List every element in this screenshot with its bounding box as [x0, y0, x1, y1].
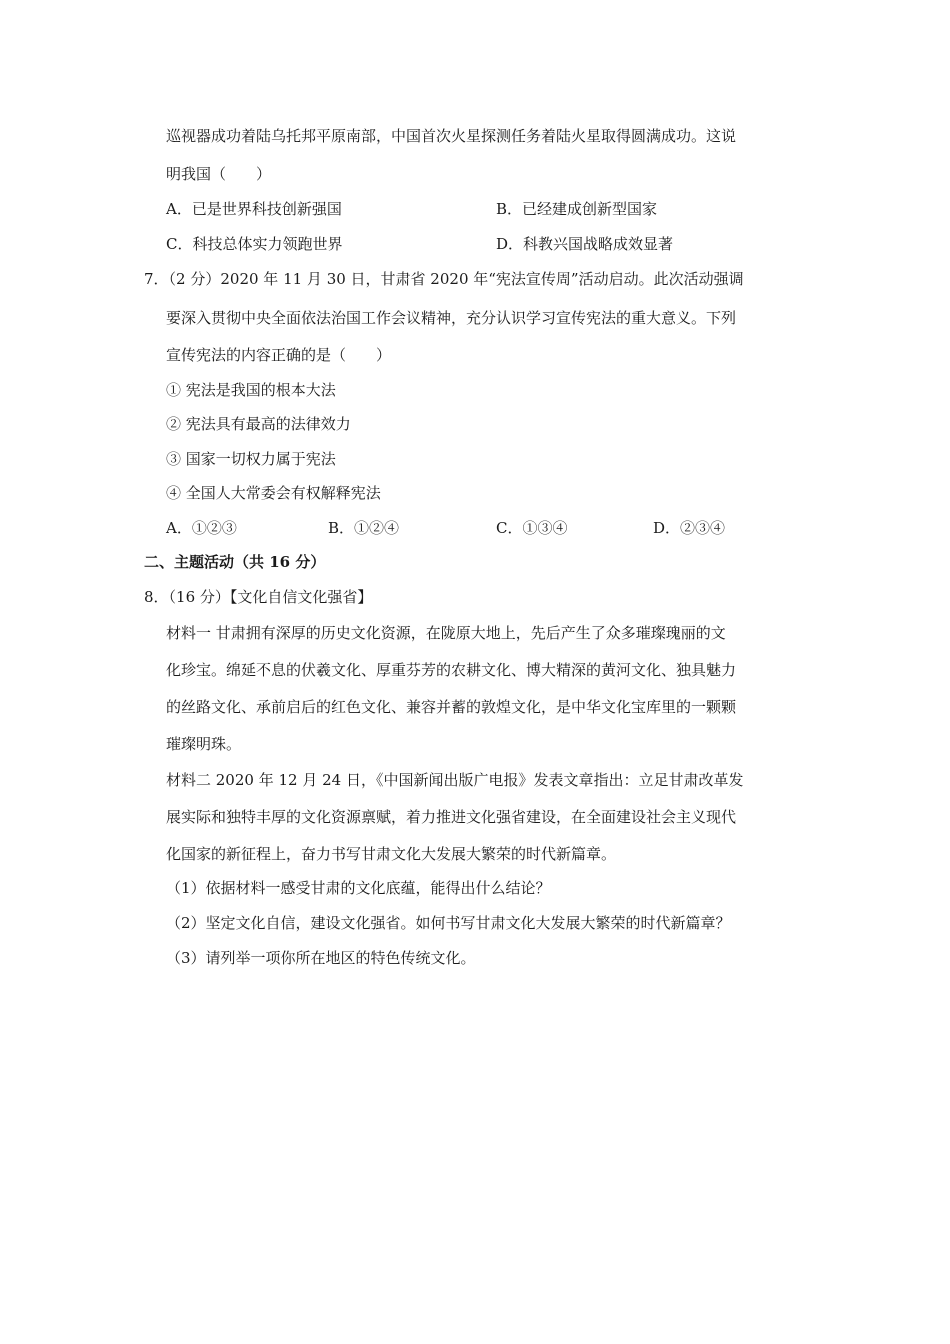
q8-material-2-line-2: 展实际和独特丰厚的文化资源禀赋，着力推进文化强省建设，在全面建设社会主义现代	[166, 808, 737, 826]
q8-material-1-line-4: 璀璨明珠。	[166, 735, 242, 753]
q7-item-2: ② 宪法具有最高的法律效力	[166, 415, 351, 433]
q7-option-a: A．①②③	[166, 519, 237, 537]
q7-stem-line-1: 7．（2 分）2020 年 11 月 30 日，甘肃省 2020 年“宪法宣传周”活动启动。此次活动强调	[144, 270, 744, 288]
q8-header: 8．（16 分）【文化自信文化强省】	[144, 588, 373, 606]
q7-item-4: ④ 全国人大常委会有权解释宪法	[166, 484, 381, 502]
q7-option-b: B．①②④	[328, 519, 400, 537]
q8-material-2-line-3: 化国家的新征程上，奋力书写甘肃文化大发展大繁荣的时代新篇章。	[166, 845, 617, 863]
q6-option-c: C．科技总体实力领跑世界	[166, 235, 343, 253]
q7-option-c: C．①③④	[496, 519, 568, 537]
q6-stem-line-1: 巡视器成功着陆乌托邦平原南部，中国首次火星探测任务着陆火星取得圆满成功。这说	[166, 127, 737, 145]
q8-material-2-line-1: 材料二 2020 年 12 月 24 日，《中国新闻出版广电报》发表文章指出：立足甘肃改革发	[166, 771, 744, 789]
q7-item-3: ③ 国家一切权力属于宪法	[166, 450, 336, 468]
q7-stem-line-2: 要深入贯彻中央全面依法治国工作会议精神，充分认识学习宣传宪法的重大意义。下列	[166, 309, 737, 327]
q7-stem-line-3: 宣传宪法的内容正确的是（ ）	[166, 346, 392, 364]
q6-stem-line-2: 明我国（ ）	[166, 165, 272, 183]
q7-item-1: ① 宪法是我国的根本大法	[166, 381, 336, 399]
section-2-title: 二、主题活动（共 16 分）	[144, 553, 326, 571]
q8-material-1-line-3: 的丝路文化、承前启后的红色文化、兼容并蓄的敦煌文化，是中华文化宝库里的一颗颗	[166, 698, 737, 716]
q8-question-1: （1）依据材料一感受甘肃的文化底蕴，能得出什么结论？	[166, 879, 551, 897]
q6-option-d: D．科教兴国战略成效显著	[496, 235, 674, 253]
q6-option-b: B．已经建成创新型国家	[496, 200, 658, 218]
q6-option-a: A．已是世界科技创新强国	[166, 200, 342, 218]
q8-material-1-line-1: 材料一 甘肃拥有深厚的历史文化资源，在陇原大地上，先后产生了众多璀璨瑰丽的文	[166, 624, 726, 642]
q8-question-2: （2）坚定文化自信，建设文化强省。如何书写甘肃文化大发展大繁荣的时代新篇章？	[166, 914, 731, 932]
q8-material-1-line-2: 化珍宝。绵延不息的伏羲文化、厚重芬芳的农耕文化、博大精深的黄河文化、独具魅力	[166, 661, 737, 679]
q7-option-d: D．②③④	[653, 519, 726, 537]
q8-question-3: （3）请列举一项你所在地区的特色传统文化。	[166, 949, 476, 967]
